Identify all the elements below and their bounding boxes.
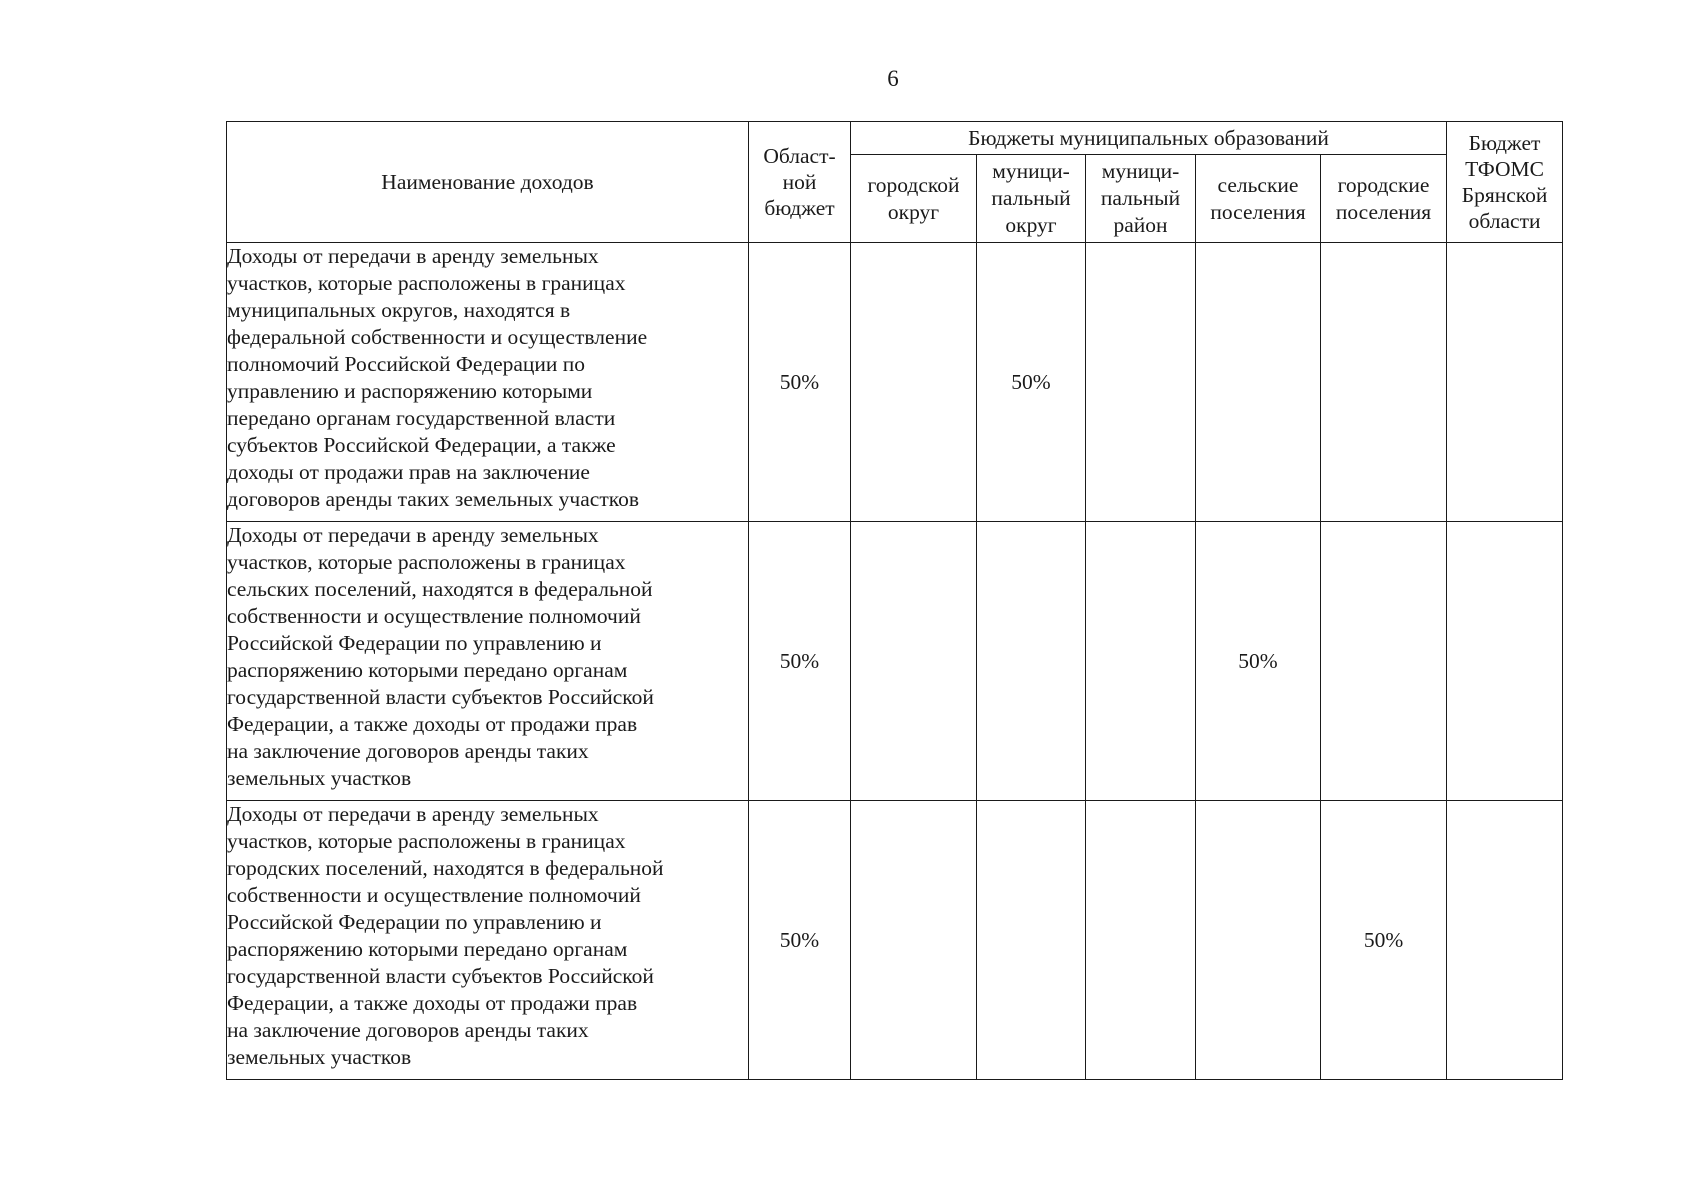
header-municipal-budgets xyxy=(851,122,1447,155)
city-district-value xyxy=(851,243,977,522)
header-city-district xyxy=(851,155,977,243)
municipal-raion-value xyxy=(1086,243,1196,522)
header-city-district-label: городской округ xyxy=(867,172,960,224)
header-name-label: Наименование доходов xyxy=(381,170,594,194)
rural-settlements-value xyxy=(1196,243,1321,522)
header-tfoms-label: Бюджет ТФОМС Брянской области xyxy=(1461,131,1548,233)
regional-value: 50% xyxy=(749,801,851,1080)
table-row xyxy=(227,801,1563,1080)
header-municipal-okrug-label: муници- пальный округ xyxy=(991,159,1071,237)
urban-settlements-value: 50% xyxy=(1321,801,1447,1080)
header-municipal-raion xyxy=(1086,155,1196,243)
header-municipal-okrug xyxy=(977,155,1086,243)
table-row xyxy=(227,522,1563,801)
municipal-okrug-value xyxy=(977,801,1086,1080)
municipal-raion-value xyxy=(1086,801,1196,1080)
city-district-value xyxy=(851,801,977,1080)
municipal-okrug-value xyxy=(977,522,1086,801)
revenue-name: Доходы от передачи в аренду земельных участков, которые расположены в границах сельских поселений, находятся в федеральной собственности и осуществление полномочий Российской Федерации по управлению и распоряжению которыми передано органам государственной власти субъектов Российской Федерации, а также доходы от продажи прав на заключение договоров аренды таких земельных участков xyxy=(227,523,654,790)
revenue-distribution-table xyxy=(226,121,1563,1080)
rural-settlements-value xyxy=(1196,801,1321,1080)
urban-settlements-value xyxy=(1321,243,1447,522)
regional-value: 50% xyxy=(749,522,851,801)
header-urban-settlements-label: городские поселения xyxy=(1335,172,1432,224)
city-district-value xyxy=(851,522,977,801)
tfoms-value xyxy=(1447,522,1563,801)
header-rural-settlements-label: сельские поселения xyxy=(1210,172,1306,224)
header-municipal-label: Бюджеты муниципальных образований xyxy=(968,126,1329,150)
revenue-name: Доходы от передачи в аренду земельных участков, которые расположены в границах городских поселений, находятся в федеральной собственности и осуществление полномочий Российской Федерации по управлению и распоряжению которыми передано органам государственной власти субъектов Российской Федерации, а также доходы от продажи прав на заключение договоров аренды таких земельных участков xyxy=(227,802,664,1069)
tfoms-value xyxy=(1447,243,1563,522)
header-tfoms-budget xyxy=(1447,122,1563,243)
header-row-top xyxy=(227,122,1563,155)
municipal-raion-value xyxy=(1086,522,1196,801)
header-regional-label: Област- ной бюджет xyxy=(763,144,836,220)
table-row xyxy=(227,243,1563,522)
revenue-name-cell xyxy=(227,801,749,1080)
rural-settlements-value: 50% xyxy=(1196,522,1321,801)
revenue-name: Доходы от передачи в аренду земельных участков, которые расположены в границах муниципальных округов, находятся в федеральной собственности и осуществление полномочий Российской Федерации по управлению и распоряжению которыми передано органам государственной власти субъектов Российской Федерации, а также доходы от продажи прав на заключение договоров аренды таких земельных участков xyxy=(227,244,648,511)
header-rural-settlements xyxy=(1196,155,1321,243)
revenue-name-cell xyxy=(227,243,749,522)
page-number: 6 xyxy=(887,66,899,91)
header-urban-settlements xyxy=(1321,155,1447,243)
header-regional-budget xyxy=(749,122,851,243)
municipal-okrug-value: 50% xyxy=(977,243,1086,522)
urban-settlements-value xyxy=(1321,522,1447,801)
header-name xyxy=(227,122,749,243)
revenue-name-cell xyxy=(227,522,749,801)
header-municipal-raion-label: муници- пальный район xyxy=(1100,159,1181,237)
regional-value: 50% xyxy=(749,243,851,522)
tfoms-value xyxy=(1447,801,1563,1080)
